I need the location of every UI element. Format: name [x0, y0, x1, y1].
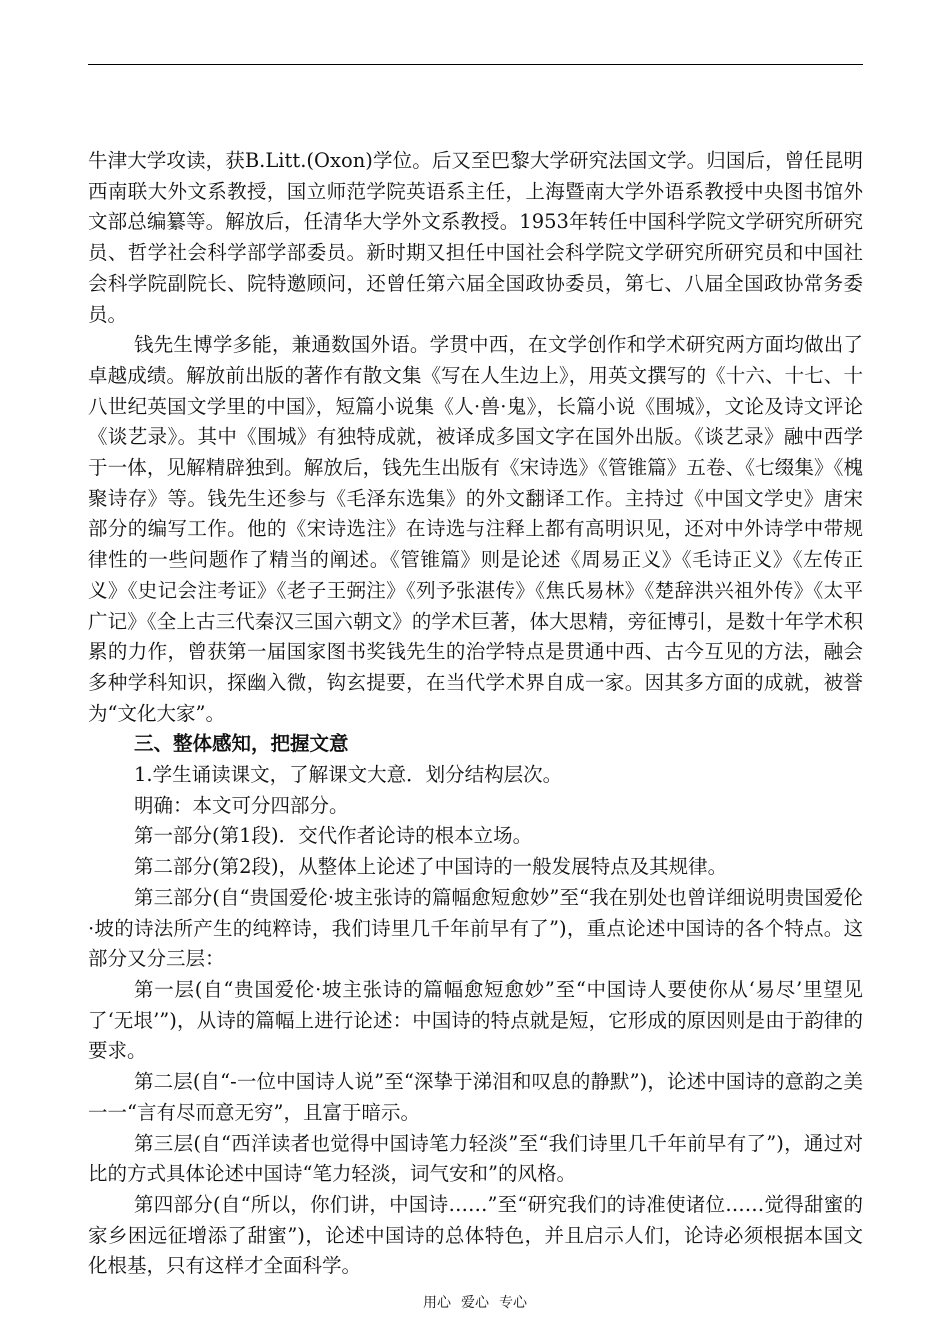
header-rule: [88, 64, 863, 65]
paragraph-achievements: 钱先生博学多能，兼通数国外语。学贯中西，在文学创作和学术研究两方面均做出了卓越成绩。解放前出版的著作有散文集《写在人生边上》，用英文撰写的《十六、十七、十八世纪英国文学里的中国》，短篇小说集《人·兽·鬼》，长篇小说《围城》，文论及诗文评论《谈艺录》。其中《围城》有独特成就，被译成多国文字在国外出版。《谈艺录》融中西学于一体，见解精辟独到。解放后，钱先生出版有《宋诗选》《管锥篇》五卷、《七缀集》《槐聚诗存》等。钱先生还参与《毛泽东选集》的外文翻译工作。主持过《中国文学史》唐宋部分的编写工作。他的《宋诗选注》在诗选与注释上都有高明识见，还对中外诗学中带规律性的一些问题作了精当的阐述。《管锥篇》则是论述《周易正义》《毛诗正义》《左传正义》《史记会注考证》《老子王弼注》《列予张湛传》《焦氏易林》《楚辞洪兴祖外传》《太平广记》《全上古三代秦汉三国六朝文》的学术巨著，体大思精，旁征博引，是数十年学术积累的力作，曾获第一届国家图书奖钱先生的治学特点是贯通中西、古今互见的方法，融会多种学科知识，探幽入微，钩玄提要，在当代学术界自成一家。因其多方面的成就，被誉为“文化大家”。: [88, 333, 863, 725]
section-heading: 三、整体感知，把握文意: [134, 732, 349, 756]
layer-two: 第二层(自“-一位中国诗人说”至“深挚于涕泪和叹息的静默”)，论述中国诗的意韵之美一一“言有尽而意无穷”，且富于暗示。: [88, 1070, 863, 1124]
footer-text-3: 专心: [499, 1295, 527, 1311]
task-item: 1.学生诵读课文，了解课文大意．划分结构层次。: [134, 763, 563, 787]
part-two: 第二部分(第2段)，从整体上论述了中国诗的一般发展特点及其规律。: [134, 855, 728, 879]
part-one: 第一部分(第1段)．交代作者论诗的根本立场。: [134, 824, 533, 848]
paragraph-biography: 牛津大学攻读，获B.Litt.(Oxon)学位。后又至巴黎大学研究法国文学。归国后，曾任昆明西南联大外文系教授，国立师范学院英语系主任，上海暨南大学外语系教授中央图书馆外文部总编纂等。解放后，任清华大学外文系教授。1953年转任中国科学院文学研究所研究员、哲学社会科学部学部委员。新时期又担任中国社会科学院文学研究所研究员和中国社会科学院副院长、院特邀顾问，还曾任第六届全国政协委员，第七、八届全国政协常务委员。: [88, 149, 863, 326]
part-three: 第三部分(自“贵国爱伦·坡主张诗的篇幅愈短愈妙”至“我在别处也曾详细说明贵国爱伦·坡的诗法所产生的纯粹诗，我们诗里几千年前早有了”)，重点论述中国诗的各个特点。这部分又分三层：: [88, 885, 863, 971]
layer-three: 第三层(自“西洋读者也觉得中国诗笔力轻淡”至“我们诗里几千年前早有了”)，通过对比的方式具体论述中国诗“笔力轻淡，词气安和”的风格。: [88, 1131, 863, 1186]
answer-intro: 明确：本文可分四部分。: [134, 793, 349, 817]
footer-text-2: 爱心: [461, 1295, 489, 1311]
layer-one: 第一层(自“贵国爱伦·坡主张诗的篇幅愈短愈妙”至“中国诗人要使你从‘易尽’里望见了‘无垠’”)，从诗的篇幅上进行论述：中国诗的特点就是短，它形成的原因则是由于韵律的要求。: [88, 977, 863, 1063]
footer-text-1: 用心: [423, 1295, 451, 1311]
document-body: [88, 146, 863, 1282]
page-footer: [0, 1292, 950, 1312]
part-four: 第四部分(自“所以，你们讲，中国诗……”至“研究我们的诗准使诸位……觉得甜蜜的家乡困远征增添了甜蜜”)，论述中国诗的总体特色，并且启示人们，论诗必须根据本国文化根基，只有这样才全面科学。: [88, 1192, 863, 1278]
